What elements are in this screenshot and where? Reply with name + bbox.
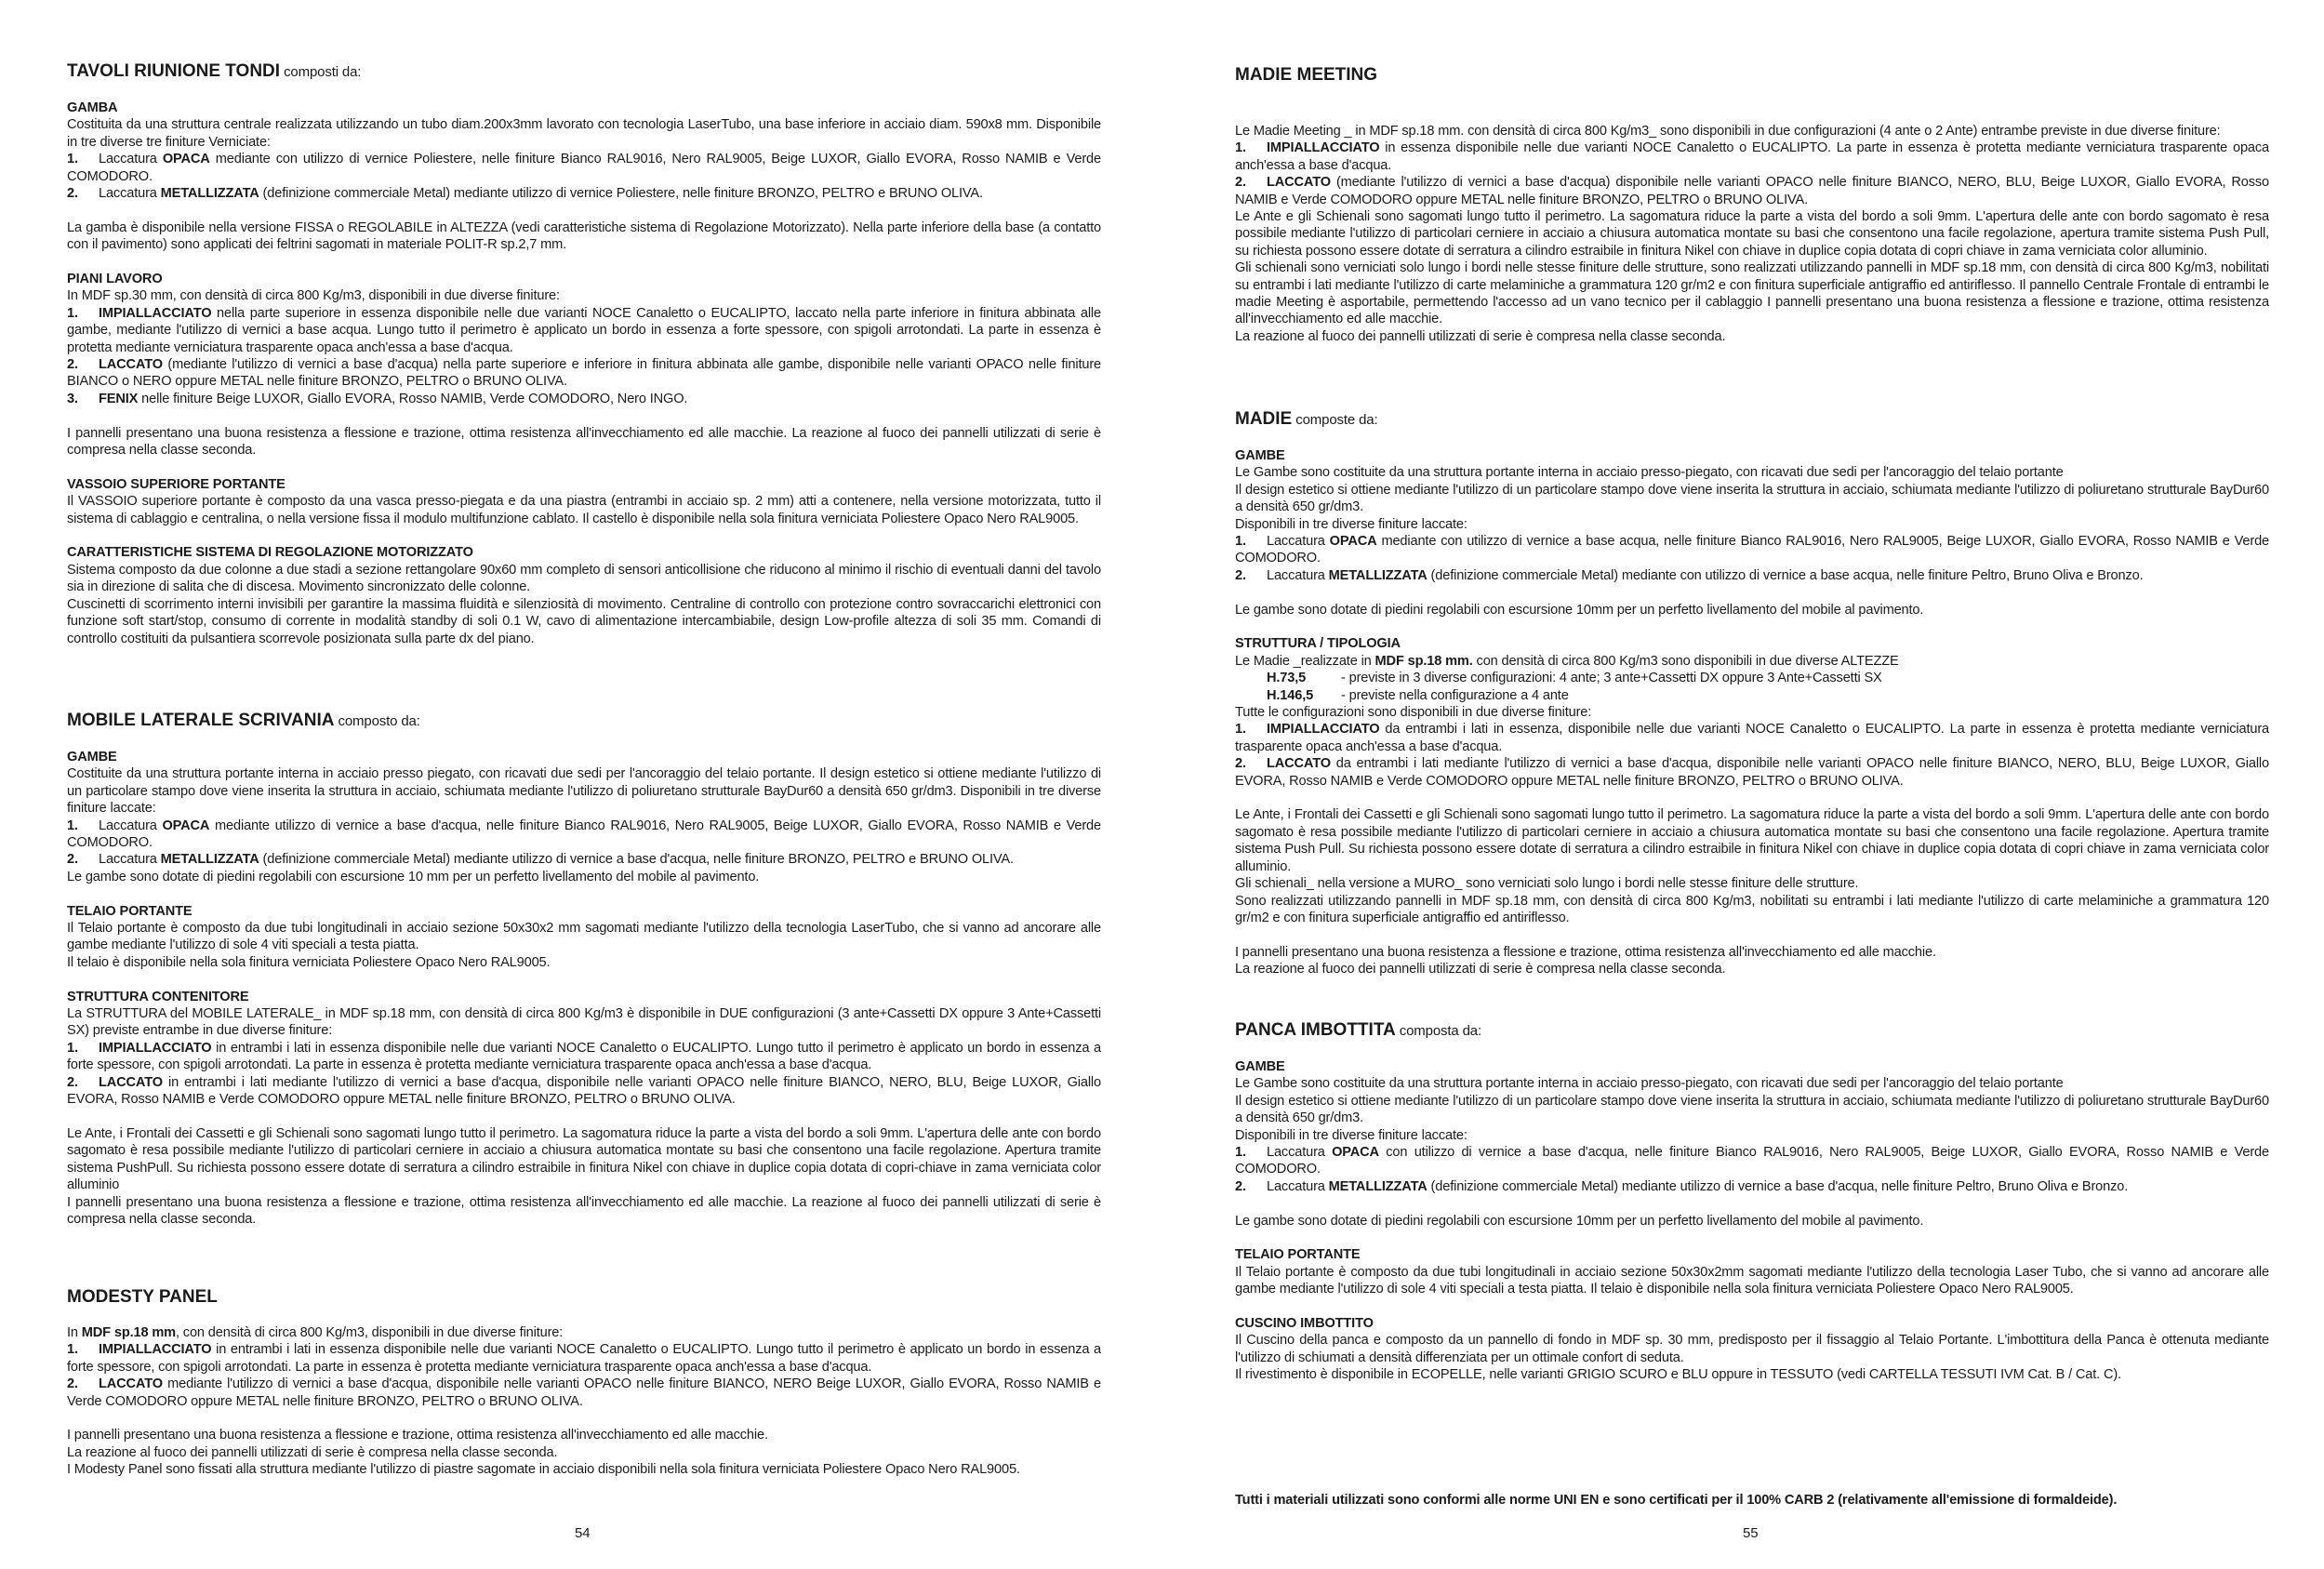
height-option <box>1235 687 2269 704</box>
text-run: Le Gambe sono costituite da una struttura portante interna in acciaio presso-piegato, con ricavati due sedi per l'ancoraggio del telaio portante <box>1235 1076 2064 1092</box>
text-run: Laccatura <box>99 152 163 167</box>
list-item <box>1235 174 2269 208</box>
text-run: Laccatura <box>1267 1145 1333 1161</box>
section <box>1235 65 2269 363</box>
bold-text: LACCATO <box>1267 756 1331 772</box>
paragraph <box>1235 1093 2269 1127</box>
paragraph <box>1235 961 2269 977</box>
text-run: , con densità di circa 800 Kg/m3, disponibili in due diverse finiture: <box>175 1325 564 1340</box>
section-title-text: TAVOLI RIUNIONE TONDI <box>67 61 281 81</box>
list-number: 1. <box>1235 140 1246 156</box>
text-run: Il telaio è disponibile nella sola finitura verniciata Poliestere Opaco Nero RAL9005. <box>67 954 551 970</box>
paragraph <box>67 1427 1101 1443</box>
paragraph <box>67 493 1101 527</box>
paragraph-group <box>67 1125 1101 1228</box>
page-number-right: 55 <box>1743 1525 1759 1541</box>
subheading: TELAIO PORTANTE <box>1235 1247 1361 1263</box>
paragraph-group <box>1235 1315 2269 1384</box>
bold-text: IMPIALLACCIATO <box>99 1342 212 1358</box>
height-description: - previste nella configurazione a 4 ante <box>1341 687 1569 703</box>
paragraph <box>67 954 1101 971</box>
bold-text: IMPIALLACCIATO <box>1267 140 1380 156</box>
section-title-text: MADIE MEETING <box>1235 65 1378 85</box>
section-title <box>67 1287 1101 1308</box>
list-number: 1. <box>67 1040 78 1056</box>
list-number: 1. <box>67 305 78 321</box>
list-number: 2. <box>1235 567 1246 583</box>
subheading: CUSCINO IMBOTTITO <box>1235 1316 1374 1332</box>
text-run: con densità di circa 800 Kg/m3 sono disponibili in due diverse ALTEZZE <box>1472 653 1899 669</box>
text-run: Il design estetico si ottiene mediante l'utilizzo di un particolare stampo dove viene inserita la struttura in acciaio, schiumata mediante l'utilizzo di poliuretano strutturale BayDur60 a densità 650 gr/dm3. <box>1235 482 2269 515</box>
paragraph-group <box>67 903 1101 972</box>
list-number: 3. <box>67 391 78 406</box>
text-run: Le Ante e gli Schienali sono sagomati lungo tutto il perimetro. La sagomatura riduce la parte a vista del bordo a soli 9mm. L'apertura delle ante con bordo sagomato è resa possibile mediante l'utilizzo di particolari cerniere in acciaio a chiusura automatica montate su basi che consentono una facile regolazione, apertura tramite sistema Push Pull, su richiesta possono essere dotate di serratura a cilindro estraibile in finitura Nikel con chiave in duplice copia dotata di copri chiave in zama verniciata color alluminio. <box>1235 209 2269 259</box>
text-run: Costituite da una struttura portante interna in acciaio presso piegato, con ricavati due sedi per l'ancoraggio del telaio portante. Il design estetico si ottiene mediante l'utilizzo di un particolare stampo dove viene inserita la struttura in acciaio, schiumata mediante l'utilizzo di poliuretano strutturale BayDur60 a densità 650 gr/dm3. Disponibili in tre diverse finiture laccate: <box>67 766 1101 817</box>
text-run: Il design estetico si ottiene mediante l'utilizzo di un particolare stampo dove viene inserita la struttura in acciaio, schiumata mediante l'utilizzo di poliuretano strutturale BayDur60 a densità 650 gr/dm3. <box>1235 1093 2269 1126</box>
paragraph <box>1235 806 2269 875</box>
bold-text: METALLIZZATA <box>1328 1178 1428 1194</box>
paragraph <box>1235 893 2269 927</box>
subheading: PIANI LAVORO <box>67 272 163 287</box>
text-run: Laccatura <box>99 186 161 202</box>
section <box>1235 409 2269 995</box>
text-run: (definizione commerciale Metal) mediante utilizzo di vernice a base d'acqua, nelle finiture BRONZO, PELTRO e BRUNO OLIVA. <box>259 852 1014 868</box>
text-run: in entrambi i lati in essenza disponibile nelle due varianti NOCE Canaletto o EUCALIPTO. Lungo tutto il perimetro è applicato un bordo in essenza a forte spessore, con spigoli arrotondati. La parte in essenza è protetta mediante verniciatura trasparente opaca anch'essa a base d'acqua. <box>67 1342 1101 1375</box>
text-run: (definizione commerciale Metal) mediante con utilizzo di vernice a base acqua, nelle finiture Peltro, Bruno Oliva e Bronzo. <box>1427 567 2144 583</box>
bold-text: MDF sp.18 mm. <box>1374 653 1473 669</box>
paragraph <box>67 1005 1101 1040</box>
paragraph <box>1235 123 2269 140</box>
text-run: Gli schienali_ nella versione a MURO_ sono verniciati solo lungo i bordi nelle stesse finiture delle strutture. <box>1235 876 1859 892</box>
text-run: nella parte superiore in essenza disponibile nelle due varianti NOCE Canaletto o EUCALIPTO, laccato nella parte inferiore in finitura abbinata alle gambe, mediante l'utilizzo di vernici a base acqua. Lungo tutto il perimetro è applicato un bordo in essenza a forte spessore, con spigoli arrotondati. La parte in essenza è protetta mediante verniciatura trasparente opaca anch'essa a base d'acqua. <box>67 305 1101 355</box>
paragraph <box>67 765 1101 817</box>
paragraph-group <box>1235 1213 2269 1230</box>
list-number: 1. <box>1235 1145 1246 1161</box>
section-title <box>1235 1020 2269 1042</box>
text-run: In <box>67 1325 82 1340</box>
paragraph-group <box>67 476 1101 527</box>
bold-text: OPACA <box>1329 534 1377 550</box>
paragraph <box>1235 1332 2269 1366</box>
list-item <box>67 1040 1101 1074</box>
paragraph-group <box>1235 1246 2269 1297</box>
list-number: 2. <box>1235 175 1246 191</box>
paragraph-group <box>1235 635 2269 790</box>
bold-text: METALLIZZATA <box>1328 567 1428 583</box>
paragraph <box>1235 1213 2269 1230</box>
paragraph-group <box>67 749 1101 885</box>
text-run: La reazione al fuoco dei pannelli utilizzati di serie è compresa nella classe seconda. <box>1235 962 1726 977</box>
paragraph <box>1235 1127 2269 1144</box>
paragraph <box>67 425 1101 459</box>
height-label: H.73,5 <box>1267 671 1307 686</box>
paragraph <box>1235 1366 2269 1383</box>
list-item <box>67 305 1101 356</box>
list-number: 1. <box>67 818 78 833</box>
text-run: I pannelli presentano una buona resistenza a flessione e trazione, ottima resistenza all'invecchiamento ed alle macchie. <box>1235 944 1936 960</box>
list-number: 1. <box>67 1342 78 1358</box>
paragraph-group <box>67 1324 1101 1410</box>
text-run: Le Ante, i Frontali dei Cassetti e gli Schienali sono sagomati lungo tutto il perimetro. La sagomatura riduce la parte a vista del bordo a soli 9mm. L'apertura delle ante con bordo sagomato è resa possibile mediante l'utilizzo di particolari cerniere in acciaio a chiusura automatica montate su basi che consentono una facile regolazione. Apertura tramite sistema Push Pull. Su richiesta possono essere dotate di serratura a cilindro estraibile in finitura Nikel con chiave in duplice copia dotata di copri chiave in zama verniciata color alluminio. <box>1235 807 2269 874</box>
text-run: Tutte le configurazioni sono disponibili in due diverse finiture: <box>1235 705 1592 721</box>
paragraph <box>1235 1264 2269 1298</box>
bold-text: FENIX <box>99 391 139 406</box>
text-run: La reazione al fuoco dei pannelli utilizzati di serie è compresa nella classe seconda. <box>1235 328 1726 344</box>
subheading: GAMBE <box>67 750 117 765</box>
paragraph-group <box>1235 806 2269 926</box>
section <box>67 1287 1101 1496</box>
paragraph <box>67 1324 1101 1341</box>
paragraph <box>1235 653 2269 670</box>
bold-text: LACCATO <box>1267 175 1331 191</box>
bold-text: OPACA <box>162 818 210 833</box>
paragraph-group <box>67 1427 1101 1478</box>
height-option <box>1235 670 2269 686</box>
text-run: nelle finiture Beige LUXOR, Giallo EVORA, Rosso NAMIB, Verde COMODORO, Nero INGO. <box>138 391 688 406</box>
section-title-text: PANCA IMBOTTITA <box>1235 1020 1396 1040</box>
paragraph <box>1235 516 2269 533</box>
text-run: mediante con utilizzo di vernice a base acqua, nelle finiture Bianco RAL9016, Nero RAL9005, Beige LUXOR, Giallo EVORA, Rosso NAMIB e Verde COMODORO. <box>1235 534 2270 566</box>
list-item <box>67 151 1101 185</box>
paragraph <box>1235 208 2269 259</box>
subheading: STRUTTURA / TIPOLOGIA <box>1235 636 1401 652</box>
list-number: 2. <box>67 852 78 868</box>
section-title-text: MADIE <box>1235 409 1293 429</box>
subheading: TELAIO PORTANTE <box>67 903 193 919</box>
paragraph <box>1235 875 2269 892</box>
text-run: Laccatura <box>99 852 161 868</box>
bold-text: LACCATO <box>99 1074 163 1090</box>
page-number-left: 54 <box>575 1525 591 1541</box>
list-item <box>1235 721 2269 755</box>
paragraph <box>1235 602 2269 618</box>
text-run: da entrambi i lati mediante l'utilizzo di vernici a base d'acqua, disponibile nelle varianti OPACO nelle finiture BIANCO, NERO, BLU, Beige LUXOR, Giallo EVORA, Rosso NAMIB e Verde COMODORO oppure METAL nelle finiture BRONZO, PELTRO o BRUNO OLIVA. <box>1235 756 2269 789</box>
text-run: Laccatura <box>1267 1178 1329 1194</box>
list-number: 2. <box>67 357 78 373</box>
list-item <box>1235 755 2269 790</box>
section-title <box>67 711 1101 732</box>
text-run: in entrambi i lati mediante l'utilizzo di vernici a base d'acqua, disponibile nelle varianti OPACO nelle finiture BIANCO, NERO, BLU, Beige LUXOR, Giallo EVORA, Rosso NAMIB e Verde COMODORO oppure METAL nelle finiture BRONZO, PELTRO o BRUNO OLIVA. <box>67 1074 1101 1108</box>
text-run: (definizione commerciale Metal) mediante utilizzo di vernice a base d'acqua, nelle finiture Peltro, Bruno Oliva e Bronzo. <box>1427 1178 2129 1194</box>
paragraph <box>67 869 1101 885</box>
section-title <box>1235 65 2269 86</box>
paragraph-group <box>67 271 1101 407</box>
section-title-suffix: composto da: <box>334 713 420 729</box>
paragraph-group <box>1235 944 2269 978</box>
paragraph-group <box>1235 123 2269 345</box>
list-item <box>67 818 1101 852</box>
paragraph-group <box>1235 447 2269 584</box>
paragraph-group <box>67 544 1101 646</box>
bold-text: LACCATO <box>99 1376 163 1392</box>
paragraph <box>1235 482 2269 516</box>
list-number: 2. <box>67 1376 78 1392</box>
section-title-text: MOBILE LATERALE SCRIVANIA <box>67 711 335 730</box>
bold-text: MDF sp.18 mm <box>81 1325 176 1340</box>
list-item <box>67 391 1101 407</box>
text-run: Disponibili in tre diverse finiture laccate: <box>1235 516 1467 532</box>
paragraph <box>67 1461 1101 1478</box>
text-run: in essenza disponibile nelle due varianti NOCE Canaletto o EUCALIPTO. La parte in essenza è protetta mediante verniciatura trasparente opaca anch'essa a base d'acqua. <box>1235 140 2269 173</box>
paragraph <box>67 562 1101 596</box>
section-title <box>67 61 1101 83</box>
list-number: 2. <box>67 1074 78 1090</box>
paragraph <box>67 1125 1101 1194</box>
paragraph <box>67 1194 1101 1229</box>
list-item <box>1235 1144 2269 1178</box>
section <box>1235 1020 2269 1401</box>
paragraph <box>67 1444 1101 1461</box>
subheading: GAMBA <box>67 100 118 115</box>
text-run: Il Telaio portante è composto da due tubi longitudinali in acciaio sezione 50x30x2mm sagomati mediante l'utilizzo della tecnologia Laser Tubo, che si vanno ad ancorare alle gambe mediante l'utilizzo di sole 4 viti speciali a testa piatta. Il telaio è disponibile nella sola finitura verniciata Poliestere Opaco Nero RAL9005. <box>1235 1264 2269 1297</box>
text-run: Il rivestimento è disponibile in ECOPELLE, nelle varianti GRIGIO SCURO e BLU oppure in TESSUTO (vedi CARTELLA TESSUTI IVM Cat. B / Cat. C). <box>1235 1367 2121 1383</box>
text-run: Cuscinetti di scorrimento interni invisibili per garantire la massima fluidità e silenziosità di movimento. Centraline di controllo con protezione contro sovraccarichi elettronici con funzione soft start/stop, consumo di corrente in modalità standby di soli 0.1 W, cavo di alimentazione intercambiabile, design Low-profile altezza di soli 35 mm. Comandi di controllo costituiti da pulsantiera scorrevole posizionata sulla parte dx del piano. <box>67 596 1101 646</box>
paragraph-group <box>1235 1058 2269 1195</box>
subheading: STRUTTURA CONTENITORE <box>67 989 249 1004</box>
section <box>67 711 1101 1245</box>
list-item <box>67 185 1101 202</box>
paragraph <box>1235 704 2269 721</box>
list-item <box>67 356 1101 391</box>
text-run: Le Madie Meeting _ in MDF sp.18 mm. con densità di circa 800 Kg/m3_ sono disponibili in due configurazioni (4 ante o 2 Ante) entrambe previste in due diverse finiture: <box>1235 124 2221 139</box>
paragraph <box>1235 328 2269 345</box>
list-item <box>1235 567 2269 584</box>
text-run: Il Cuscino della panca e composto da un pannello di fondo in MDF sp. 30 mm, predisposto per il fissaggio al Telaio Portante. L'imbottitura della Panca è ottenuta mediante l'utilizzo di schiumati a densità differenziata per un ottimale confort di seduta. <box>1235 1333 2269 1365</box>
text-run: in entrambi i lati in essenza disponibile nelle due varianti NOCE Canaletto o EUCALIPTO. Lungo tutto il perimetro è applicato un bordo in essenza a forte spessore, con spigoli arrotondati. La parte in essenza è protetta mediante verniciatura trasparente opaca anch'essa a base d'acqua. <box>67 1040 1101 1073</box>
list-number: 1. <box>1235 534 1246 550</box>
text-run: Laccatura <box>99 818 163 833</box>
list-item <box>1235 533 2269 567</box>
text-run: La gamba è disponibile nella versione FISSA o REGOLABILE in ALTEZZA (vedi caratteristiche sistema di Regolazione Motorizzato). Nella parte inferiore della base (a contatto con il pavimento) sono applicati dei feltrini sagomati in materiale POLIT-R sp.2,7 mm. <box>67 219 1101 253</box>
subheading: VASSOIO SUPERIORE PORTANTE <box>67 476 286 492</box>
bold-text: METALLIZZATA <box>160 852 259 868</box>
section-title-suffix: composte da: <box>1292 412 1378 428</box>
paragraph-group <box>67 100 1101 202</box>
text-run: Le gambe sono dotate di piedini regolabili con escursione 10 mm per un perfetto livellamento del mobile al pavimento. <box>67 869 760 884</box>
section-title-suffix: composti da: <box>280 64 362 80</box>
paragraph-group <box>67 219 1101 254</box>
bold-text: OPACA <box>162 152 210 167</box>
text-run: mediante l'utilizzo di vernici a base d'acqua, disponibile nelle varianti OPACO nelle finiture BIANCO, NERO Beige LUXOR, Giallo EVORA, Rosso NAMIB e Verde COMODORO oppure METAL nelle finiture BRONZO, PELTRO o BRUNO OLIVA. <box>67 1376 1101 1409</box>
text-run: (mediante l'utilizzo di vernici a base d'acqua) nella parte superiore e inferiore in finitura abbinata alle gambe, disponibile nelle varianti OPACO nelle finiture BIANCO o NERO oppure METAL nelle finiture BRONZO, PELTRO o BRUNO OLIVA. <box>67 357 1101 390</box>
text-run: mediante utilizzo di vernice a base d'acqua, nelle finiture Bianco RAL9016, Nero RAL9005, Beige LUXOR, Giallo EVORA, Rosso NAMIB e Verde COMODORO. <box>67 818 1101 851</box>
section-title-text: MODESTY PANEL <box>67 1287 218 1307</box>
paragraph <box>67 920 1101 954</box>
text-run: I pannelli presentano una buona resistenza a flessione e trazione, ottima resistenza all'invecchiamento ed alle macchie. <box>67 1428 768 1443</box>
list-number: 2. <box>1235 756 1246 772</box>
text-run: Sistema composto da due colonne a due stadi a sezione rettangolare 90x60 mm completo di sensori anticollisione che riducono al minimo il rischio di eventuali danni del tavolo sia in direzione di salita che di discesa. Movimento sincronizzato delle colonne. <box>67 562 1101 595</box>
text-run: Il VASSOIO superiore portante è composto da una vasca presso-piegata e da una piastra (entrambi in acciaio sp. 2 mm) atti a contenere, nella versione motorizzata, tutto il sistema di cablaggio e centralina, o nella versione fissa il modulo multifunzione cablato. Il castello è disponibile nella sola finitura verniciata Poliestere Opaco Nero RAL9005. <box>67 494 1101 526</box>
text-run: (definizione commerciale Metal) mediante utilizzo di vernice Poliestere, nelle finiture BRONZO, PELTRO e BRUNO OLIVA. <box>259 186 983 202</box>
height-description: - previste in 3 diverse configurazioni: 4 ante; 3 ante+Cassetti DX oppure 3 Ante+Cassetti SX <box>1341 671 1882 686</box>
list-item <box>1235 1178 2269 1195</box>
text-run: Le Gambe sono costituite da una struttura portante interna in acciaio presso-piegato, con ricavati due sedi per l'ancoraggio del telaio portante <box>1235 465 2064 481</box>
text-run: Le gambe sono dotate di piedini regolabili con escursione 10mm per un perfetto livellamento del mobile al pavimento. <box>1235 1213 1924 1229</box>
paragraph <box>67 596 1101 647</box>
subheading: CARATTERISTICHE SISTEMA DI REGOLAZIONE MOTORIZZATO <box>67 545 473 561</box>
text-run: Il Telaio portante è composto da due tubi longitudinali in acciaio sezione 50x30x2 mm sagomati mediante l'utilizzo della tecnologia LaserTubo, che si vanno ad ancorare alle gambe mediante l'utilizzo di sole 4 viti speciali a testa piatta. <box>67 921 1101 953</box>
bold-text: OPACA <box>1332 1145 1379 1161</box>
text-run: La STRUTTURA del MOBILE LATERALE_ in MDF sp.18 mm, con densità di circa 800 Kg/m3 è disponibile in DUE configurazioni (3 ante+Cassetti DX oppure 3 Ante+Cassetti SX) previste entrambe in due diverse finiture: <box>67 1006 1101 1039</box>
bold-text: METALLIZZATA <box>160 186 259 202</box>
list-number: 1. <box>67 152 78 167</box>
paragraph <box>1235 944 2269 961</box>
text-run: Laccatura <box>1267 534 1330 550</box>
bold-text: LACCATO <box>99 357 163 373</box>
paragraph <box>1235 464 2269 481</box>
text-run: (mediante l'utilizzo di vernici a base d'acqua) disponibile nelle varianti OPACO nelle finiture BIANCO, NERO, BLU, Beige LUXOR, Giallo EVORA, Rosso NAMIB e Verde COMODORO oppure METAL nelle finiture BRONZO, PELTRO o BRUNO OLIVA. <box>1235 175 2269 207</box>
paragraph-group <box>1235 602 2269 618</box>
text-run: mediante con utilizzo di vernice Poliestere, nelle finiture Bianco RAL9016, Nero RAL9005, Beige LUXOR, Giallo EVORA, Rosso NAMIB e Verde COMODORO. <box>67 152 1101 184</box>
text-run: Le Madie _realizzate in <box>1235 653 1375 669</box>
text-run: Costituita da una struttura centrale realizzata utilizzando un tubo diam.200x3mm lavorato con tecnologia LaserTubo, una base inferiore in acciaio diam. 590x8 mm. Disponibile in tre diverse tre finiture Verniciate: <box>67 117 1101 150</box>
height-label: H.146,5 <box>1267 687 1314 703</box>
list-number: 2. <box>1235 1178 1246 1194</box>
paragraph <box>67 116 1101 151</box>
text-run: Gli schienali sono verniciati solo lungo i bordi nelle stesse finiture delle strutture, sono realizzati utilizzando pannelli in MDF sp.18 mm, con densità di circa 800 Kg/m3, nobilitati su entrambi i lati mediante l'utilizzo di carte melaminiche a grammatura 120 gr/m2 e con finitura superficiale antigraffio ed antiriflesso. Il pannello Centrale Frontale di entrambi le madie Meeting è asportabile, permettendo l'accesso ad un vano tecnico per il cablaggio I pannelli presentano una buona resistenza a flessione e trazione, ottima resistenza all'invecchiamento ed alle macchie. <box>1235 260 2269 327</box>
subheading: GAMBE <box>1235 1059 1285 1074</box>
paragraph <box>1235 259 2269 328</box>
text-run: I pannelli presentano una buona resistenza a flessione e trazione, ottima resistenza all'invecchiamento ed alle macchie. La reazione al fuoco dei pannelli utilizzati di serie è compresa nella classe seconda. <box>67 1194 1101 1227</box>
paragraph <box>67 287 1101 304</box>
text-run: I pannelli presentano una buona resistenza a flessione e trazione, ottima resistenza all'invecchiamento ed alle macchie. La reazione al fuoco dei pannelli utilizzati di serie è compresa nella classe seconda. <box>67 425 1101 459</box>
section-title <box>1235 409 2269 431</box>
text-run: Le Ante, i Frontali dei Cassetti e gli Schienali sono sagomati lungo tutto il perimetro. La sagomatura riduce la parte a vista del bordo a soli 9mm. L'apertura delle ante con bordo sagomato è resa possibile mediante l'utilizzo di particolari cerniere in acciaio a chiusura automatica montate su basi che consentono una facile regolazione. Apertura tramite sistema PushPull. Su richiesta possono essere dotate di serratura a cilindro estraibile in finitura Nikel con chiave in duplice copia dotata di copri-chiave in zama verniciata color alluminio <box>67 1125 1101 1193</box>
text-run: con utilizzo di vernice a base d'acqua, nelle finiture Bianco RAL9016, Nero RAL9005, Beige LUXOR, Giallo EVORA, Rosso NAMIB e Verde COMODORO. <box>1235 1145 2269 1177</box>
text-run: da entrambi i lati in essenza, disponibile nelle due varianti NOCE Canaletto o EUCALIPTO. La parte in essenza è protetta mediante verniciatura trasparente opaca anch'essa a base d'acqua. <box>1235 722 2269 754</box>
text-run: Laccatura <box>1267 567 1329 583</box>
subheading: GAMBE <box>1235 448 1285 463</box>
list-item <box>67 1341 1101 1376</box>
paragraph-group <box>67 425 1101 459</box>
list-item <box>67 851 1101 868</box>
text-run: La reazione al fuoco dei pannelli utilizzati di serie è compresa nella classe seconda. <box>67 1444 558 1460</box>
bold-text: IMPIALLACCIATO <box>99 1040 212 1056</box>
list-item <box>1235 140 2269 174</box>
paragraph-group <box>67 989 1101 1109</box>
paragraph <box>67 219 1101 254</box>
section-title-suffix: composta da: <box>1395 1023 1482 1039</box>
list-item <box>67 1074 1101 1109</box>
bold-text: IMPIALLACCIATO <box>99 305 212 321</box>
paragraph <box>1235 1075 2269 1092</box>
certification-note: Tutti i materiali utilizzati sono conformi alle norme UNI EN e sono certificati per il 100% CARB 2 (relativamente all'emissione di formaldeide). <box>1235 1493 2118 1508</box>
list-number: 2. <box>67 186 78 202</box>
text-run: Disponibili in tre diverse finiture laccate: <box>1235 1127 1467 1143</box>
list-item <box>67 1376 1101 1410</box>
text-run: In MDF sp.30 mm, con densità di circa 800 Kg/m3, disponibili in due diverse finiture: <box>67 288 560 304</box>
text-run: I Modesty Panel sono fissati alla struttura mediante l'utilizzo di piastre sagomate in acciaio disponibili nella sola finitura verniciata Poliestere Opaco Nero RAL9005. <box>67 1462 1020 1478</box>
list-number: 1. <box>1235 722 1246 738</box>
text-run: Sono realizzati utilizzando pannelli in MDF sp.18 mm, con densità di circa 800 Kg/m3, nobilitati su entrambi i lati mediante l'utilizzo di carte melaminiche a grammatura 120 gr/m2 e con finitura superficiale antigraffio ed antiriflesso. <box>1235 893 2269 925</box>
section <box>67 61 1101 664</box>
bold-text: IMPIALLACCIATO <box>1267 722 1380 738</box>
text-run: Le gambe sono dotate di piedini regolabili con escursione 10mm per un perfetto livellamento del mobile al pavimento. <box>1235 602 1924 618</box>
